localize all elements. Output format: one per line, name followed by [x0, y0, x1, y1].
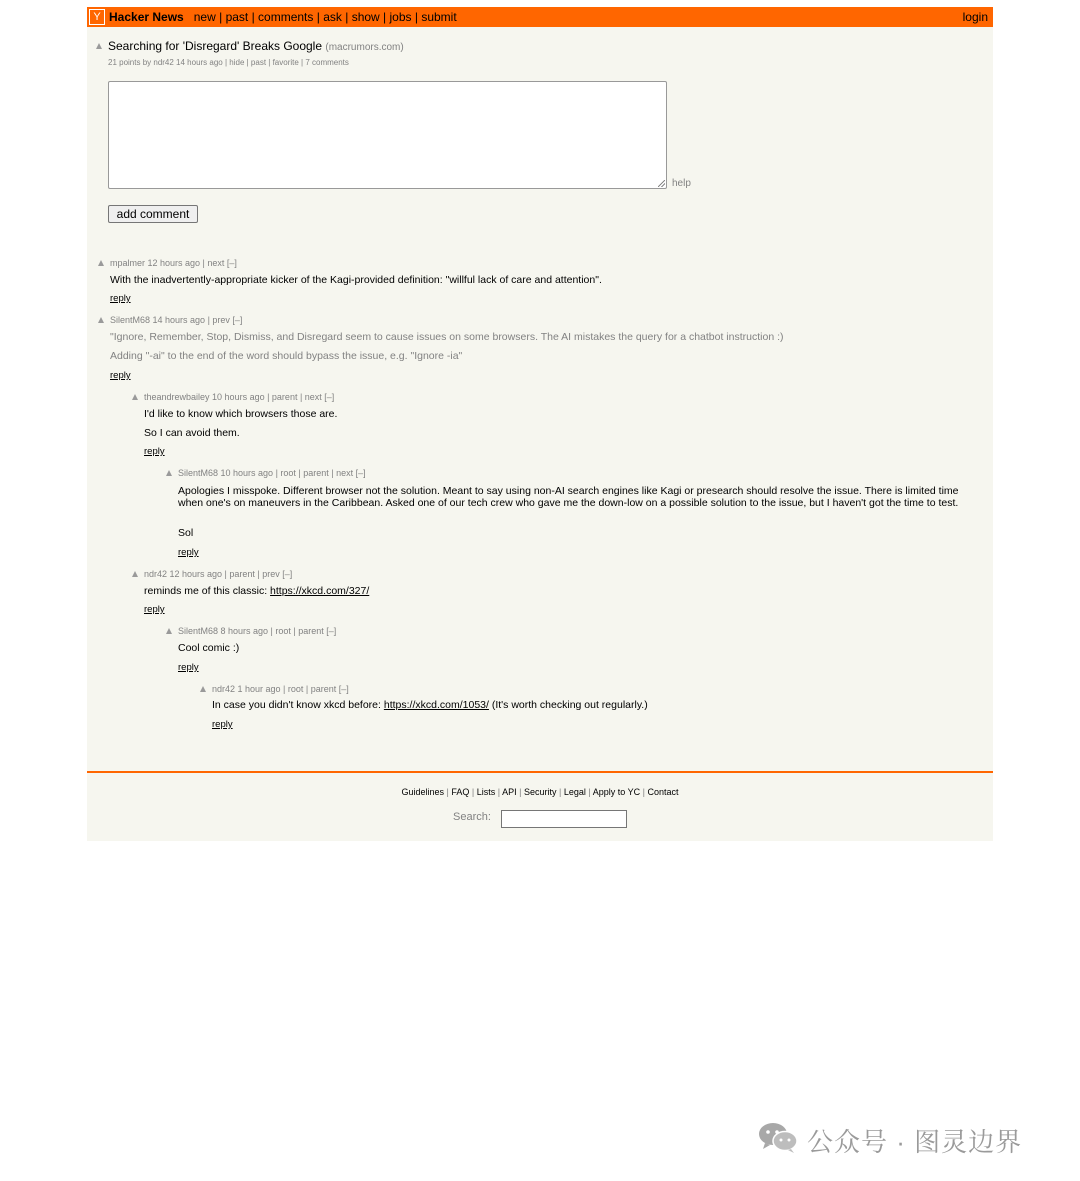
add-comment-button[interactable]: add comment	[108, 205, 198, 223]
hn-logo[interactable]: Y	[89, 9, 105, 25]
comment-header[interactable]: ndr42 1 hour ago | root | parent [–]	[212, 684, 349, 694]
footer-faq[interactable]: FAQ	[451, 787, 470, 797]
footer-api[interactable]: API	[502, 787, 517, 797]
nav-past[interactable]: past	[225, 10, 249, 24]
nav-jobs[interactable]: jobs	[389, 10, 412, 24]
reply-link[interactable]: reply	[110, 370, 131, 381]
comment-text: Cool comic :)	[178, 642, 240, 654]
nav-ask[interactable]: ask	[323, 10, 342, 24]
wechat-icon	[757, 1120, 799, 1154]
nav-comments[interactable]: comments	[258, 10, 314, 24]
comment-header[interactable]: ndr42 12 hours ago | parent | prev [–]	[144, 569, 293, 579]
comment-header[interactable]: SilentM68 14 hours ago | prev [–]	[110, 315, 243, 325]
story-site[interactable]: (macrumors.com)	[325, 42, 404, 53]
comment-header[interactable]: theandrewbailey 10 hours ago | parent | next [–]	[144, 392, 335, 402]
footer-divider	[87, 771, 993, 773]
comment-text: Apologies I misspoke. Different browser not the solution. Meant to say using non-AI search engines like Kagi or presearch should resolve the issue. There is limited time when one's on maneuvers in the Caribbean. Asked one of our tech crew who gave me the down-low on a possible solution to the issue, but I haven't got the time to test.	[178, 485, 959, 509]
nav-line: Hacker News new | past | comments | ask | show | jobs | submit	[109, 10, 457, 24]
footer-lists[interactable]: Lists	[476, 787, 496, 797]
comment-text: With the inadvertently-appropriate kicker of the Kagi-provided definition: "willful lack of care and attention".	[110, 274, 602, 286]
xkcd-327-link[interactable]: https://xkcd.com/327/	[270, 585, 370, 597]
site-name-link[interactable]: Hacker News	[109, 10, 184, 24]
comment-header[interactable]: SilentM68 10 hours ago | root | parent | next [–]	[178, 468, 366, 478]
upvote-arrow-icon[interactable]	[166, 470, 172, 476]
footer-legal[interactable]: Legal	[563, 787, 586, 797]
comment-text-suffix: (It's worth checking out regularly.)	[488, 699, 648, 711]
upvote-arrow-icon[interactable]	[98, 260, 104, 266]
nav-submit[interactable]: submit	[421, 10, 457, 24]
footer-links: Guidelines | FAQ | Lists | API | Security | Legal | Apply to YC | Contact	[401, 787, 679, 797]
comment-text: "Ignore, Remember, Stop, Dismiss, and Disregard seem to cause issues on some browsers. The AI mistakes the query for a chatbot instruction :)	[110, 331, 784, 343]
reply-link[interactable]: reply	[144, 604, 165, 615]
nav-new[interactable]: new	[193, 10, 216, 24]
comment-text-prefix: reminds me of this classic:	[144, 585, 271, 597]
reply-link[interactable]: reply	[144, 446, 165, 457]
footer-apply-yc[interactable]: Apply to YC	[592, 787, 641, 797]
upvote-arrow-icon[interactable]	[166, 628, 172, 634]
footer-contact[interactable]: Contact	[647, 787, 679, 797]
comment-text	[144, 585, 369, 597]
reply-link[interactable]: reply	[110, 293, 131, 304]
hn-page	[87, 7, 993, 841]
comment-text	[212, 699, 648, 711]
nav-show[interactable]: show	[351, 10, 380, 24]
upvote-arrow-icon[interactable]	[132, 394, 138, 400]
upvote-arrow-icon[interactable]	[132, 571, 138, 577]
comment-text-prefix: In case you didn't know xkcd before:	[212, 699, 384, 711]
comment-text: I'd like to know which browsers those are.	[144, 408, 338, 420]
help-link[interactable]: help	[672, 178, 691, 189]
reply-link[interactable]: reply	[178, 662, 199, 673]
footer-security[interactable]: Security	[523, 787, 557, 797]
comment-header[interactable]: SilentM68 8 hours ago | root | parent [–]	[178, 626, 337, 636]
watermark-text: 公众号 · 图灵边界	[807, 1127, 1023, 1157]
story-title-link[interactable]: Searching for 'Disregard' Breaks Google	[108, 39, 323, 53]
xkcd-1053-link[interactable]: https://xkcd.com/1053/	[383, 699, 489, 711]
story-subtext[interactable]: 21 points by ndr42 14 hours ago | hide | past | favorite | 7 comments	[108, 58, 349, 67]
footer-guidelines[interactable]: Guidelines	[401, 787, 444, 797]
search-label: Search:	[453, 811, 491, 823]
upvote-arrow-icon[interactable]	[96, 43, 102, 49]
reply-link[interactable]: reply	[212, 719, 233, 730]
comment-text: Sol	[178, 527, 194, 539]
login-link[interactable]: login	[962, 10, 988, 24]
top-bar	[87, 7, 993, 27]
reply-link[interactable]: reply	[178, 547, 199, 558]
comment-text: So I can avoid them.	[144, 427, 240, 439]
comment-text: Adding "-ai" to the end of the word should bypass the issue, e.g. "Ignore -ia"	[110, 350, 463, 362]
resize-handle-icon[interactable]	[658, 180, 665, 187]
story-title-row	[108, 39, 404, 53]
comment-header[interactable]: mpalmer 12 hours ago | next [–]	[110, 258, 237, 268]
upvote-arrow-icon[interactable]	[98, 317, 104, 323]
comment-textarea[interactable]	[108, 81, 667, 189]
watermark	[757, 1120, 1047, 1157]
upvote-arrow-icon[interactable]	[200, 686, 206, 692]
search-input[interactable]	[501, 810, 627, 828]
